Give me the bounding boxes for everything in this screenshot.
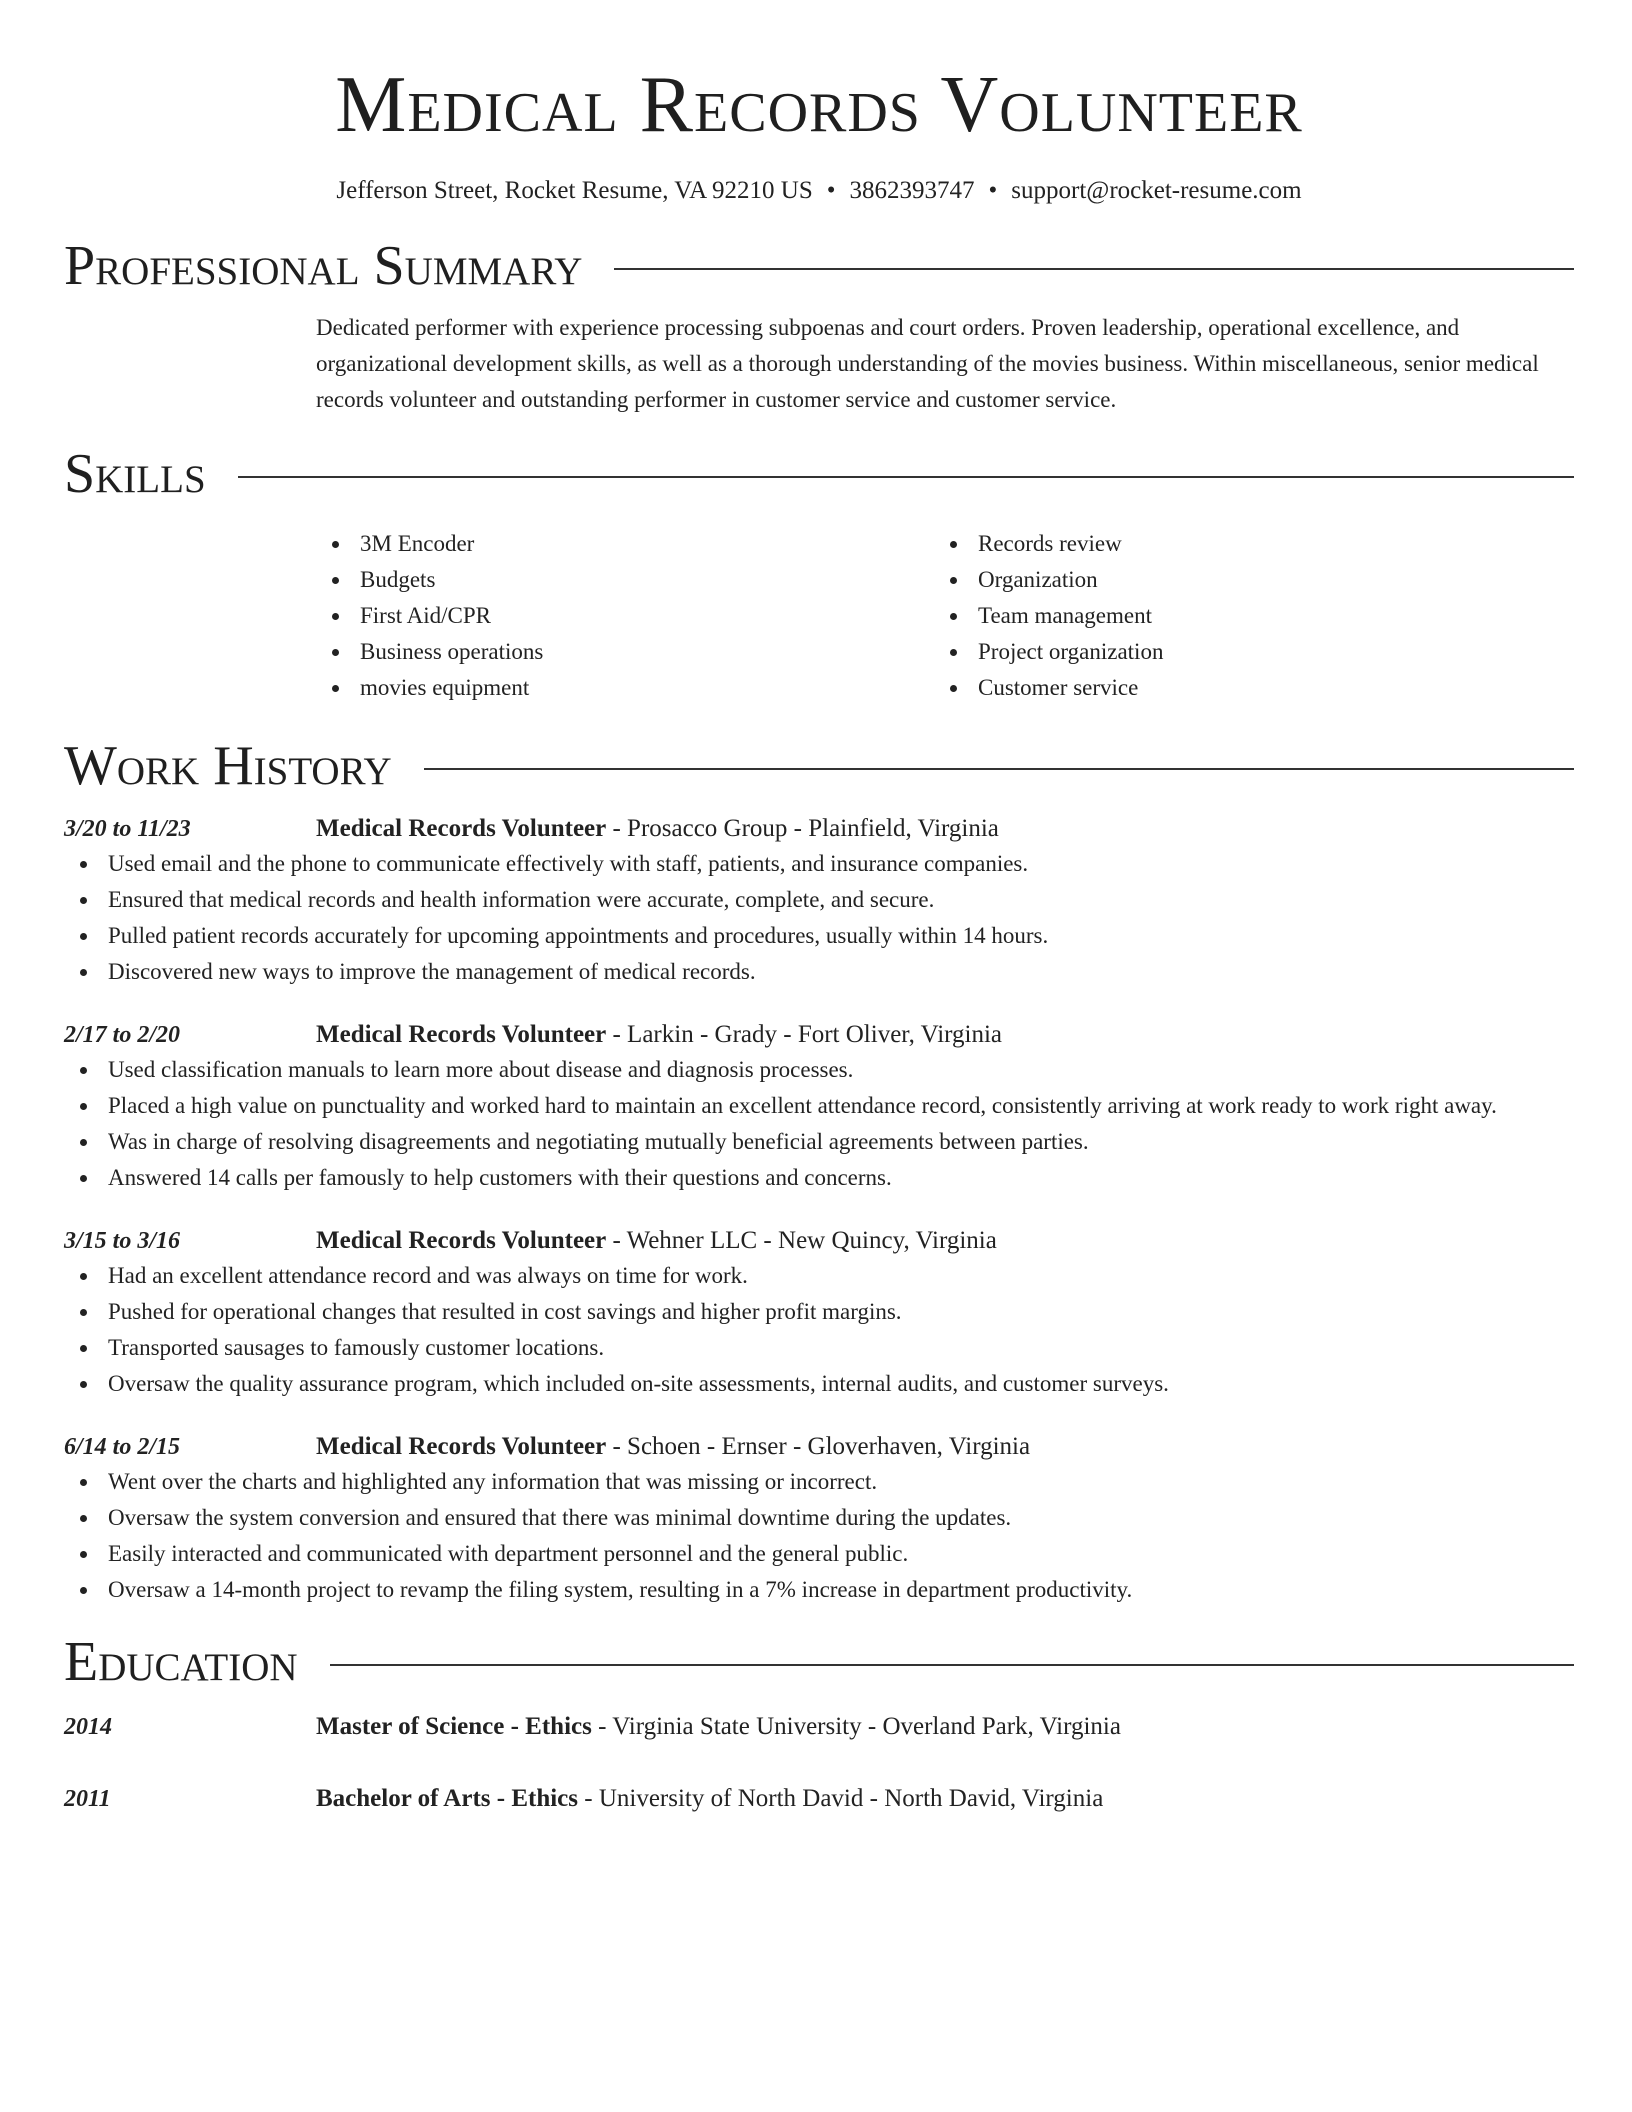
job-dates: 6/14 to 2/15 bbox=[64, 1434, 181, 1460]
job-entry bbox=[64, 1430, 1574, 1608]
job-dates: 2/17 to 2/20 bbox=[64, 1022, 181, 1048]
job-role: Medical Records Volunteer bbox=[316, 1227, 607, 1254]
education-section-header bbox=[64, 1630, 1574, 1694]
job-bullets bbox=[64, 1052, 1574, 1196]
job-bullet: Ensured that medical records and health information were accurate, complete, and secure. bbox=[64, 882, 1574, 918]
education-year: 2014 bbox=[64, 1714, 112, 1740]
resume-page bbox=[64, 0, 1574, 1816]
education-year: 2011 bbox=[64, 1786, 111, 1812]
skills-section-header bbox=[64, 442, 1574, 506]
contact-separator: • bbox=[826, 177, 836, 204]
skill-item: First Aid/CPR bbox=[316, 598, 934, 634]
job-details: - Schoen - Ernser - Gloverhaven, Virginia bbox=[606, 1433, 1031, 1460]
contact-address: Jefferson Street, Rocket Resume, VA 92210 US bbox=[336, 177, 813, 204]
summary-title: Professional Summary bbox=[64, 235, 583, 297]
job-bullets bbox=[64, 846, 1574, 990]
job-entry bbox=[64, 812, 1574, 990]
job-details: - Larkin - Grady - Fort Oliver, Virginia bbox=[606, 1021, 1003, 1048]
education-details: - University of North David - North David, Virginia bbox=[578, 1785, 1104, 1812]
job-heading bbox=[316, 1430, 1030, 1464]
work-section-header bbox=[64, 734, 1574, 798]
job-bullet: Used classification manuals to learn more about disease and diagnosis processes. bbox=[64, 1052, 1574, 1088]
summary-text: Dedicated performer with experience processing subpoenas and court orders. Proven leadership, operational excellence, and organizational development skills, as well as a thorough understanding of the movies business. Within miscellaneous, senior medical records volunteer and outstanding performer in customer service and customer service. bbox=[316, 315, 1539, 412]
job-bullet: Pulled patient records accurately for upcoming appointments and procedures, usually within 14 hours. bbox=[64, 918, 1574, 954]
job-heading bbox=[316, 1018, 1002, 1052]
section-divider bbox=[424, 768, 1574, 770]
job-role: Medical Records Volunteer bbox=[316, 1021, 607, 1048]
job-entry bbox=[64, 1018, 1574, 1196]
work-title: Work History bbox=[64, 735, 392, 797]
job-bullet: Placed a high value on punctuality and worked hard to maintain an excellent attendance record, consistently arriving at work ready to work right away. bbox=[64, 1088, 1574, 1124]
skill-item: Team management bbox=[934, 598, 1552, 634]
job-dates: 3/20 to 11/23 bbox=[64, 816, 191, 842]
job-heading bbox=[316, 1224, 997, 1258]
skills-title: Skills bbox=[64, 443, 206, 505]
job-bullet: Went over the charts and highlighted any information that was missing or incorrect. bbox=[64, 1464, 1574, 1500]
contact-line bbox=[64, 174, 1574, 208]
education-degree: Bachelor of Arts - Ethics bbox=[316, 1785, 579, 1812]
skill-item: movies equipment bbox=[316, 670, 934, 706]
skill-item: Business operations bbox=[316, 634, 934, 670]
job-details: - Wehner LLC - New Quincy, Virginia bbox=[606, 1227, 997, 1254]
job-role: Medical Records Volunteer bbox=[316, 1433, 607, 1460]
skill-item: Organization bbox=[934, 562, 1552, 598]
job-bullet: Oversaw the system conversion and ensured that there was minimal downtime during the updates. bbox=[64, 1500, 1574, 1536]
skill-item: Records review bbox=[934, 526, 1552, 562]
job-bullet: Was in charge of resolving disagreements and negotiating mutually beneficial agreements between parties. bbox=[64, 1124, 1574, 1160]
skill-item: Customer service bbox=[934, 670, 1552, 706]
resume-name: Medical Records Volunteer bbox=[335, 61, 1303, 149]
contact-email: support@rocket-resume.com bbox=[1011, 177, 1302, 204]
education-entry bbox=[64, 1710, 1574, 1744]
section-divider bbox=[238, 476, 1574, 478]
job-bullet: Pushed for operational changes that resulted in cost savings and higher profit margins. bbox=[64, 1294, 1574, 1330]
job-bullet: Had an excellent attendance record and was always on time for work. bbox=[64, 1258, 1574, 1294]
section-divider bbox=[614, 268, 1574, 270]
job-bullet: Transported sausages to famously customer locations. bbox=[64, 1330, 1574, 1366]
skill-item: 3M Encoder bbox=[316, 526, 934, 562]
education-degree: Master of Science - Ethics bbox=[316, 1713, 592, 1740]
job-details: - Prosacco Group - Plainfield, Virginia bbox=[606, 815, 999, 842]
job-entry bbox=[64, 1224, 1574, 1402]
education-heading bbox=[316, 1782, 1103, 1816]
summary-section-header bbox=[64, 234, 1574, 298]
job-role: Medical Records Volunteer bbox=[316, 815, 607, 842]
job-heading bbox=[316, 812, 999, 846]
job-bullet: Easily interacted and communicated with department personnel and the general public. bbox=[64, 1536, 1574, 1572]
job-bullets bbox=[64, 1258, 1574, 1402]
section-divider bbox=[330, 1664, 1574, 1666]
job-bullet: Answered 14 calls per famously to help customers with their questions and concerns. bbox=[64, 1160, 1574, 1196]
education-entry bbox=[64, 1782, 1574, 1816]
skills-list bbox=[316, 526, 1574, 706]
contact-separator: • bbox=[988, 177, 998, 204]
job-bullet: Used email and the phone to communicate effectively with staff, patients, and insurance companies. bbox=[64, 846, 1574, 882]
job-bullets bbox=[64, 1464, 1574, 1608]
contact-phone: 3862393747 bbox=[849, 177, 975, 204]
education-details: - Virginia State University - Overland Park, Virginia bbox=[591, 1713, 1121, 1740]
education-title: Education bbox=[64, 1631, 298, 1693]
skills-column-left bbox=[316, 526, 934, 706]
skill-item: Project organization bbox=[934, 634, 1552, 670]
job-bullet: Discovered new ways to improve the management of medical records. bbox=[64, 954, 1574, 990]
skill-item: Budgets bbox=[316, 562, 934, 598]
skills-column-right bbox=[934, 526, 1552, 706]
job-dates: 3/15 to 3/16 bbox=[64, 1228, 181, 1254]
education-heading bbox=[316, 1710, 1121, 1744]
job-bullet: Oversaw the quality assurance program, which included on-site assessments, internal audits, and customer surveys. bbox=[64, 1366, 1574, 1402]
job-bullet: Oversaw a 14-month project to revamp the filing system, resulting in a 7% increase in department productivity. bbox=[64, 1572, 1574, 1608]
